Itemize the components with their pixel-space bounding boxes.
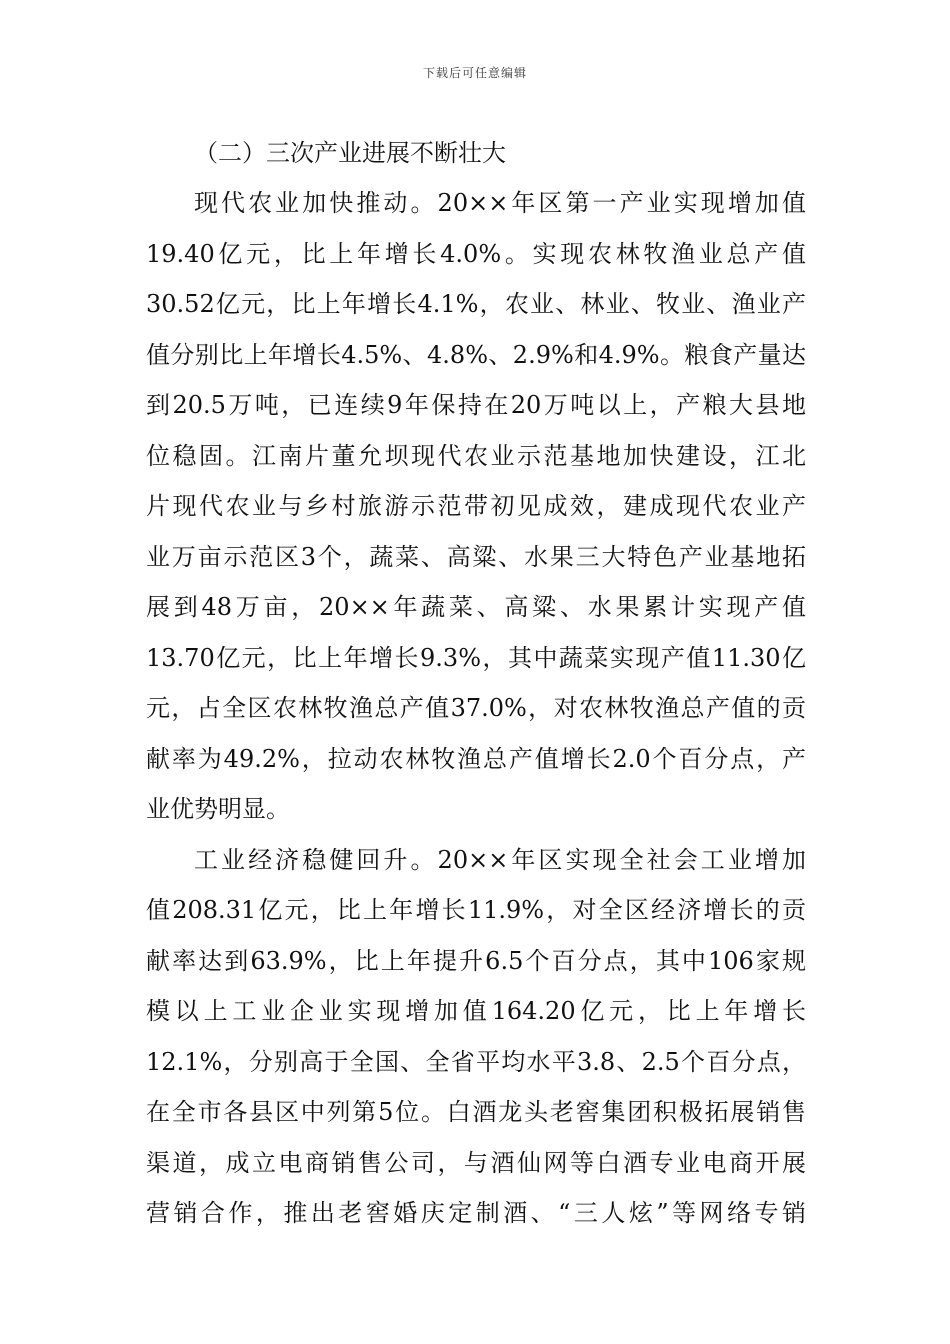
- text-line: 值分别比上年增长4.5%、4.8%、2.9%和4.9%。粮食产量达: [146, 340, 806, 369]
- section-heading: （二）三次产业进展不断壮大: [194, 139, 506, 167]
- text-line: 业万亩示范区3个，蔬菜、高粱、水果三大特色产业基地拓: [146, 542, 806, 571]
- header-note: 下载后可任意编辑: [422, 66, 527, 80]
- document-body: [146, 128, 806, 1239]
- text-line: 营销合作，推出老窖婚庆定制酒、“三人炫”等网络专销: [146, 1199, 806, 1227]
- text-line: 工业经济稳健回升。20××年区实现全社会工业增加: [194, 845, 806, 874]
- text-line: 19.40亿元，比上年增长4.0%。实现农林牧渔业总产值: [146, 239, 806, 268]
- text-line: 献率为49.2%，拉动农林牧渔总产值增长2.0个百分点，产: [146, 744, 806, 773]
- text-line: 业优势明显。: [146, 795, 290, 823]
- paragraph-industry: [146, 835, 806, 1239]
- text-line: 现代农业加快推动。20××年区第一产业实现增加值: [194, 189, 806, 217]
- text-line: 30.52亿元，比上年增长4.1%，农业、林业、牧业、渔业产: [146, 290, 806, 318]
- text-line: 13.70亿元，比上年增长9.3%，其中蔬菜实现产值11.30亿: [146, 643, 806, 672]
- text-line: 12.1%，分别高于全国、全省平均水平3.8、2.5个百分点，: [146, 1047, 806, 1076]
- text-line: 到20.5万吨，已连续9年保持在20万吨以上，产粮大县地: [146, 391, 806, 419]
- text-line: 展到48万亩，20××年蔬菜、高粱、水果累计实现产值: [146, 593, 806, 621]
- text-line: 位稳固。江南片董允坝现代农业示范基地加快建设，江北: [146, 441, 806, 470]
- text-line: 值208.31亿元，比上年增长11.9%，对全区经济增长的贡: [146, 896, 806, 924]
- paragraph-agriculture: [146, 178, 806, 835]
- text-line: 献率达到63.9%，比上年提升6.5个百分点，其中106家规: [146, 946, 806, 975]
- text-line: 渠道，成立电商销售公司，与酒仙网等白酒专业电商开展: [146, 1148, 806, 1177]
- text-line: 片现代农业与乡村旅游示范带初见成效，建成现代农业产: [146, 492, 806, 520]
- text-line: 元，占全区农林牧渔总产值37.0%，对农林牧渔总产值的贡: [146, 694, 806, 722]
- text-line: 模以上工业企业实现增加值164.20亿元，比上年增长: [146, 997, 806, 1025]
- text-line: 在全市各县区中列第5位。白酒龙头老窖集团积极拓展销售: [146, 1098, 806, 1126]
